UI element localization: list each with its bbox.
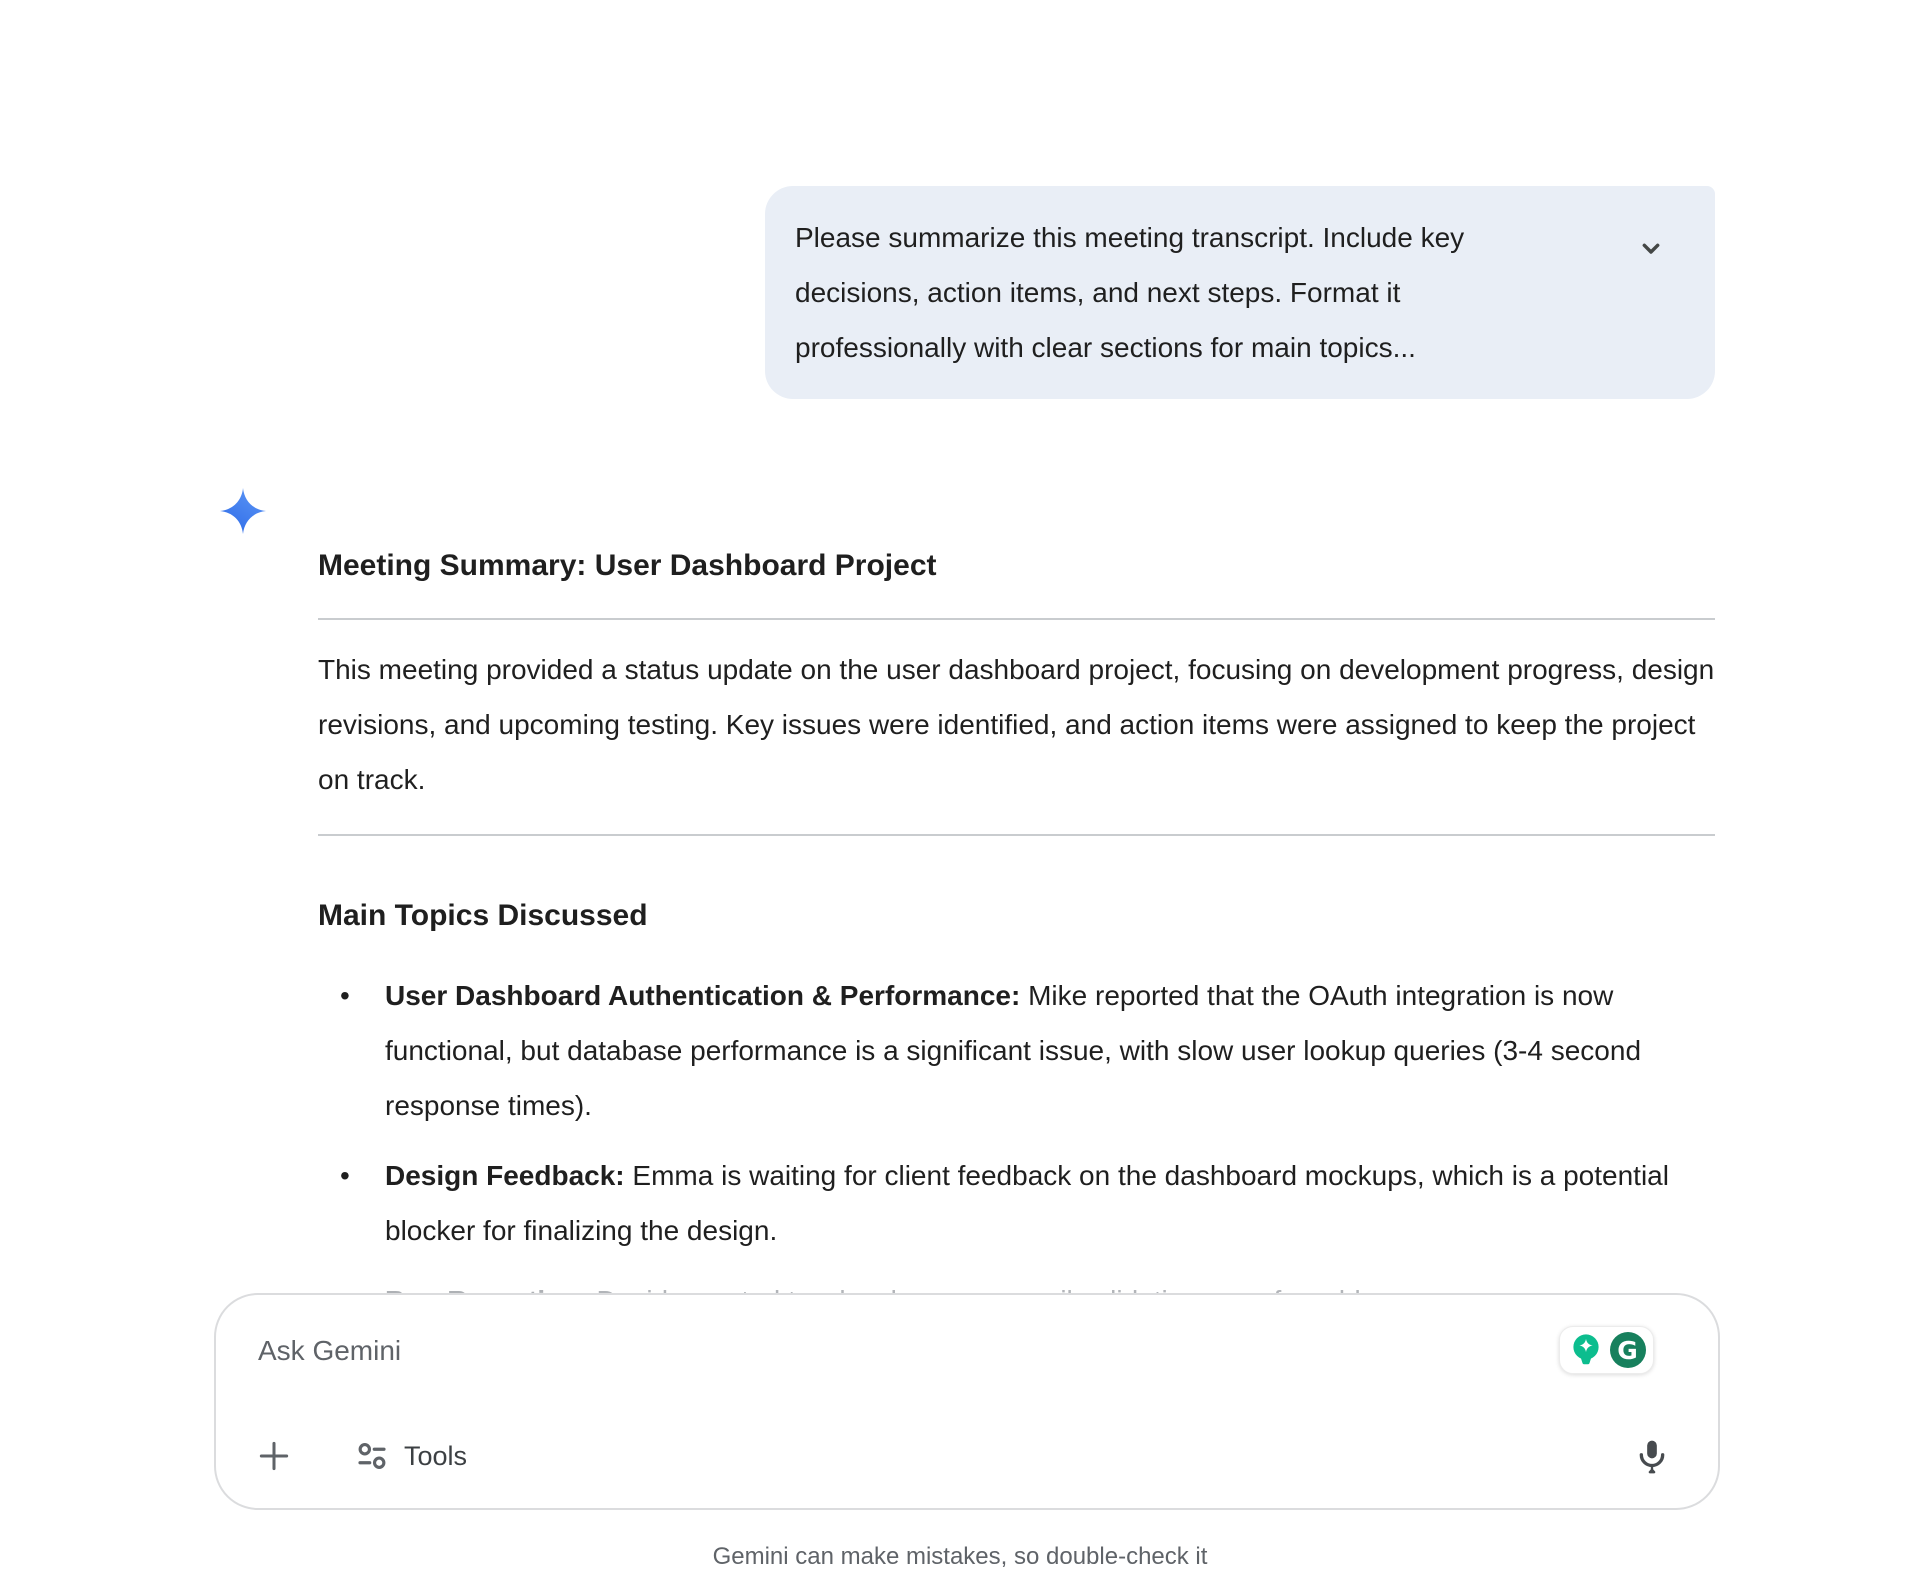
tools-sliders-icon — [354, 1438, 390, 1474]
grammarly-extension-pill — [1559, 1326, 1654, 1374]
grammarly-suggestion-button[interactable] — [1567, 1332, 1604, 1369]
chevron-down-icon — [1635, 232, 1667, 264]
bullet-marker: • — [340, 980, 350, 1011]
disclaimer-text: Gemini can make mistakes, so double-check it — [712, 1543, 1208, 1570]
ask-gemini-input[interactable] — [258, 1331, 1528, 1371]
divider — [318, 834, 1715, 836]
bullet-marker: • — [340, 1160, 350, 1191]
model-response — [318, 548, 1715, 1343]
microphone-button[interactable] — [1630, 1434, 1674, 1478]
section-heading: Main Topics Discussed — [318, 899, 648, 932]
tools-label: Tools — [404, 1440, 468, 1471]
microphone-icon — [1632, 1436, 1672, 1476]
response-intro: This meeting provided a status update on the user dashboard project, focusing on development progress, design revisions, and upcoming testing. Key issues were identified, and action items were assigned to keep the project on track. — [318, 654, 1715, 795]
input-placeholder: Ask Gemini — [258, 1335, 402, 1366]
user-message-text: Please summarize this meeting transcript. Include key decisions, action items, and next steps. Format it professionally with clear sections for main topics... — [795, 222, 1465, 363]
prompt-composer — [214, 1293, 1720, 1510]
bullet-label: Design Feedback: — [385, 1160, 625, 1191]
list-item — [318, 1148, 1715, 1258]
grammarly-suggestion-lightbulb-icon — [1568, 1332, 1604, 1368]
list-item — [318, 968, 1715, 1133]
divider — [318, 618, 1715, 620]
grammarly-g-icon: G — [1610, 1332, 1646, 1368]
plus-icon — [255, 1437, 293, 1475]
add-attachment-button[interactable] — [252, 1434, 296, 1478]
bullet-label: User Dashboard Authentication & Performance: — [385, 980, 1021, 1011]
response-title: Meeting Summary: User Dashboard Project — [318, 549, 937, 582]
message-collapse-button[interactable] — [1633, 230, 1669, 266]
bullet-text: Emma is waiting for client feedback on the dashboard mockups, which is a potential blocker for finalizing the design. — [385, 1160, 1669, 1246]
bullet-text: Mike reported that the OAuth integration is now functional, but database performance is a significant issue, with slow user lookup queries (3-4 second response times). — [385, 980, 1642, 1121]
tools-button[interactable] — [354, 1434, 467, 1478]
gemini-sparkle-icon — [220, 488, 266, 534]
user-message-bubble — [765, 186, 1715, 399]
topics-list — [318, 968, 1715, 1328]
grammarly-logo-button[interactable] — [1609, 1332, 1646, 1369]
composer-toolbar — [252, 1430, 1674, 1482]
